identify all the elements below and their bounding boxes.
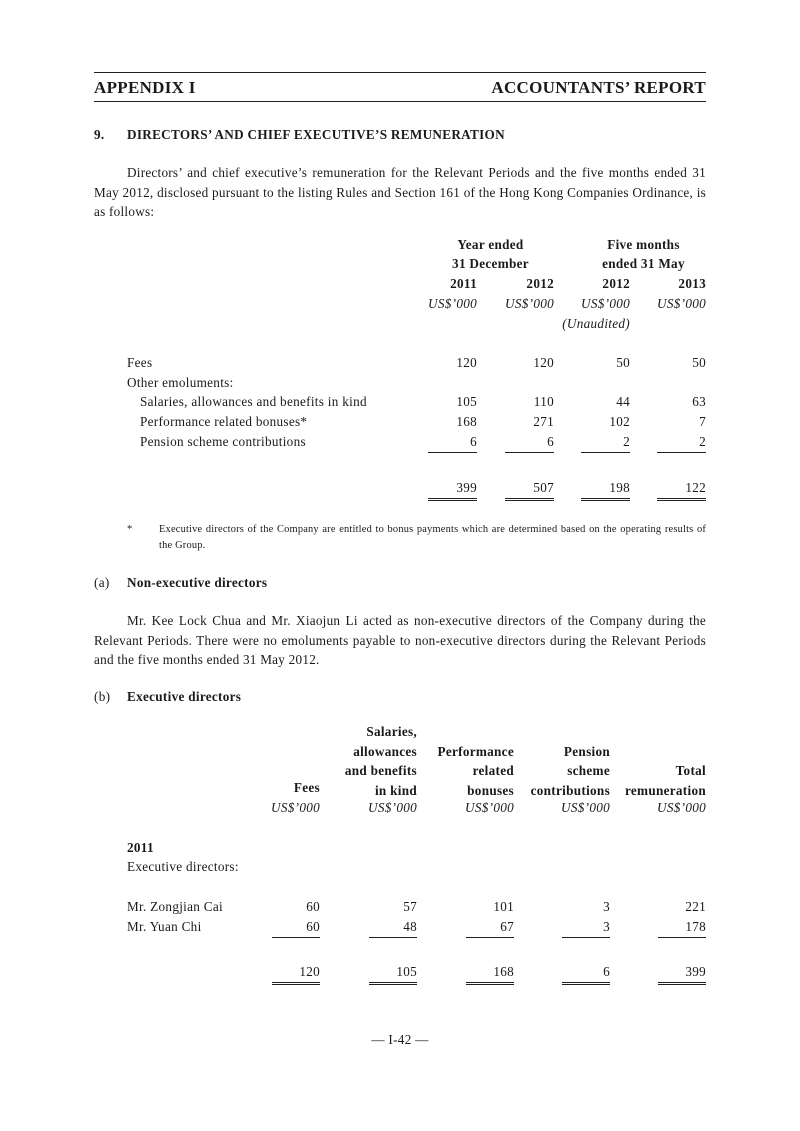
table2-total: 120 <box>272 964 320 985</box>
table2-col-bonus-line: Performance <box>437 743 514 759</box>
sub-b-label: (b) <box>94 689 111 704</box>
table1-total: 198 <box>581 480 630 501</box>
table1-cell: 120 <box>456 355 477 370</box>
section-title: DIRECTORS’ AND CHIEF EXECUTIVE’S REMUNERATION <box>127 127 505 142</box>
sub-b-title: Executive directors <box>127 689 242 704</box>
table2-total: 105 <box>369 964 417 985</box>
header-left: APPENDIX I <box>94 78 196 97</box>
table2-col-total <box>610 761 706 800</box>
table1-cell: 120 <box>533 355 554 370</box>
table2-row-name: Mr. Zongjian Cai <box>127 899 224 914</box>
table2-total: 168 <box>466 964 514 985</box>
table1-cell: 110 <box>533 394 554 409</box>
table1-row-label-salaries: Salaries, allowances and benefits in kind <box>140 394 367 409</box>
table2-col-total-line: remuneration <box>624 782 706 798</box>
table2-unit: US$’000 <box>465 800 514 815</box>
table1-year-4: 2013 <box>678 276 706 291</box>
header-top-rule <box>94 72 706 73</box>
table1-row-label-other: Other emoluments: <box>127 375 234 390</box>
table2-col-pension-line: Pension <box>563 743 610 759</box>
footnote-mark: * <box>127 524 133 535</box>
table2-col-pension <box>515 742 610 801</box>
table1-year-1: 2011 <box>450 276 477 291</box>
table2-col-salaries <box>320 722 417 800</box>
table2-col-fees: Fees <box>293 780 320 795</box>
table1-row-label-fees: Fees <box>127 355 153 370</box>
table1-total: 122 <box>657 480 706 501</box>
table1-cell: 44 <box>616 394 630 409</box>
table2-row-name: Mr. Yuan Chi <box>127 919 202 934</box>
table2-col-bonus <box>420 742 514 801</box>
table1-cell: 2 <box>581 434 630 453</box>
table2-cell: 221 <box>685 899 706 914</box>
table1-year-2: 2012 <box>526 276 554 291</box>
table2-unit: US$’000 <box>561 800 610 815</box>
table2-col-salaries-line: Salaries, <box>366 724 417 739</box>
table2-col-pension-line: contributions <box>530 782 610 798</box>
header-bottom-rule <box>94 101 706 102</box>
header-right: ACCOUNTANTS’ REPORT <box>491 78 706 97</box>
table1-cell: 102 <box>609 414 630 429</box>
table1-unit-1: US$’000 <box>428 296 477 311</box>
table2-total: 399 <box>658 964 706 985</box>
table2-unit: US$’000 <box>657 800 706 815</box>
table2-year: 2011 <box>127 840 154 855</box>
table1-row-label-pension: Pension scheme contributions <box>140 434 306 449</box>
table1-total: 399 <box>428 480 477 501</box>
table1-year-3: 2012 <box>602 276 630 291</box>
section-intro: Directors’ and chief executive’s remuneration for the Relevant Periods and the five months ended 31 May 2012, disclosed pursuant to the listing Rules and Section 161 of the Hong Kong Companies Ordinance, is as follows: <box>94 165 706 220</box>
table1-group1-line2: 31 December <box>452 256 529 271</box>
table1-unit-3: US$’000 <box>581 296 630 311</box>
table2-cell: 60 <box>306 899 320 914</box>
table2-col-bonus-line: bonuses <box>467 782 514 798</box>
table1-group2-line1: Five months <box>607 237 680 252</box>
table2-cell: 3 <box>562 919 610 938</box>
table2-cell: 60 <box>272 919 320 938</box>
table1-cell: 105 <box>456 394 477 409</box>
table1-group1-line1: Year ended <box>457 237 524 252</box>
sub-a-label: (a) <box>94 575 110 590</box>
table1-cell: 50 <box>616 355 630 370</box>
table2-unit: US$’000 <box>368 800 417 815</box>
table2-col-salaries-line: in kind <box>374 782 417 798</box>
footnote-text: Executive directors of the Company are entitled to bonus payments which are determined based on the operating results of the Group. <box>159 524 706 551</box>
table1-cell: 7 <box>699 414 706 429</box>
table2-group-label: Executive directors: <box>127 859 239 874</box>
table1-cell: 50 <box>692 355 706 370</box>
table2-col-salaries-line: allowances <box>353 743 417 759</box>
table2-cell: 57 <box>403 899 417 914</box>
table1-group2-line2: ended 31 May <box>602 256 685 271</box>
table1-cell: 6 <box>505 434 554 453</box>
table2-unit: US$’000 <box>271 800 320 815</box>
section-number: 9. <box>94 127 105 142</box>
sub-a-text: Mr. Kee Lock Chua and Mr. Xiaojun Li acted as non-executive directors of the Company during the Relevant Periods. There were no emoluments payable to non-executive directors during the Relevant Periods and the five months ended 31 May 2012. <box>94 613 706 668</box>
table2-cell: 3 <box>603 899 610 914</box>
table1-cell: 6 <box>428 434 477 453</box>
table1-unit-4: US$’000 <box>657 296 706 311</box>
table1-cell: 63 <box>692 394 706 409</box>
table2-col-salaries-line: and benefits <box>344 763 417 778</box>
page-number: — I-42 — <box>371 1032 429 1047</box>
table1-row-label-bonuses: Performance related bonuses* <box>140 414 308 429</box>
table2-col-pension-line: scheme <box>567 763 610 778</box>
table2-col-total-line: Total <box>675 763 706 778</box>
sub-a-title: Non-executive directors <box>127 575 268 590</box>
table1-unaudited: (Unaudited) <box>562 316 630 331</box>
table2-cell: 178 <box>658 919 706 938</box>
table1-cell: 271 <box>533 414 554 429</box>
table2-cell: 67 <box>466 919 514 938</box>
table2-cell: 48 <box>369 919 417 938</box>
table2-cell: 101 <box>493 899 514 914</box>
table1-total: 507 <box>505 480 554 501</box>
table1-unit-2: US$’000 <box>505 296 554 311</box>
table2-total: 6 <box>562 964 610 985</box>
table1-cell: 168 <box>456 414 477 429</box>
table1-cell: 2 <box>657 434 706 453</box>
table2-col-bonus-line: related <box>472 763 514 778</box>
